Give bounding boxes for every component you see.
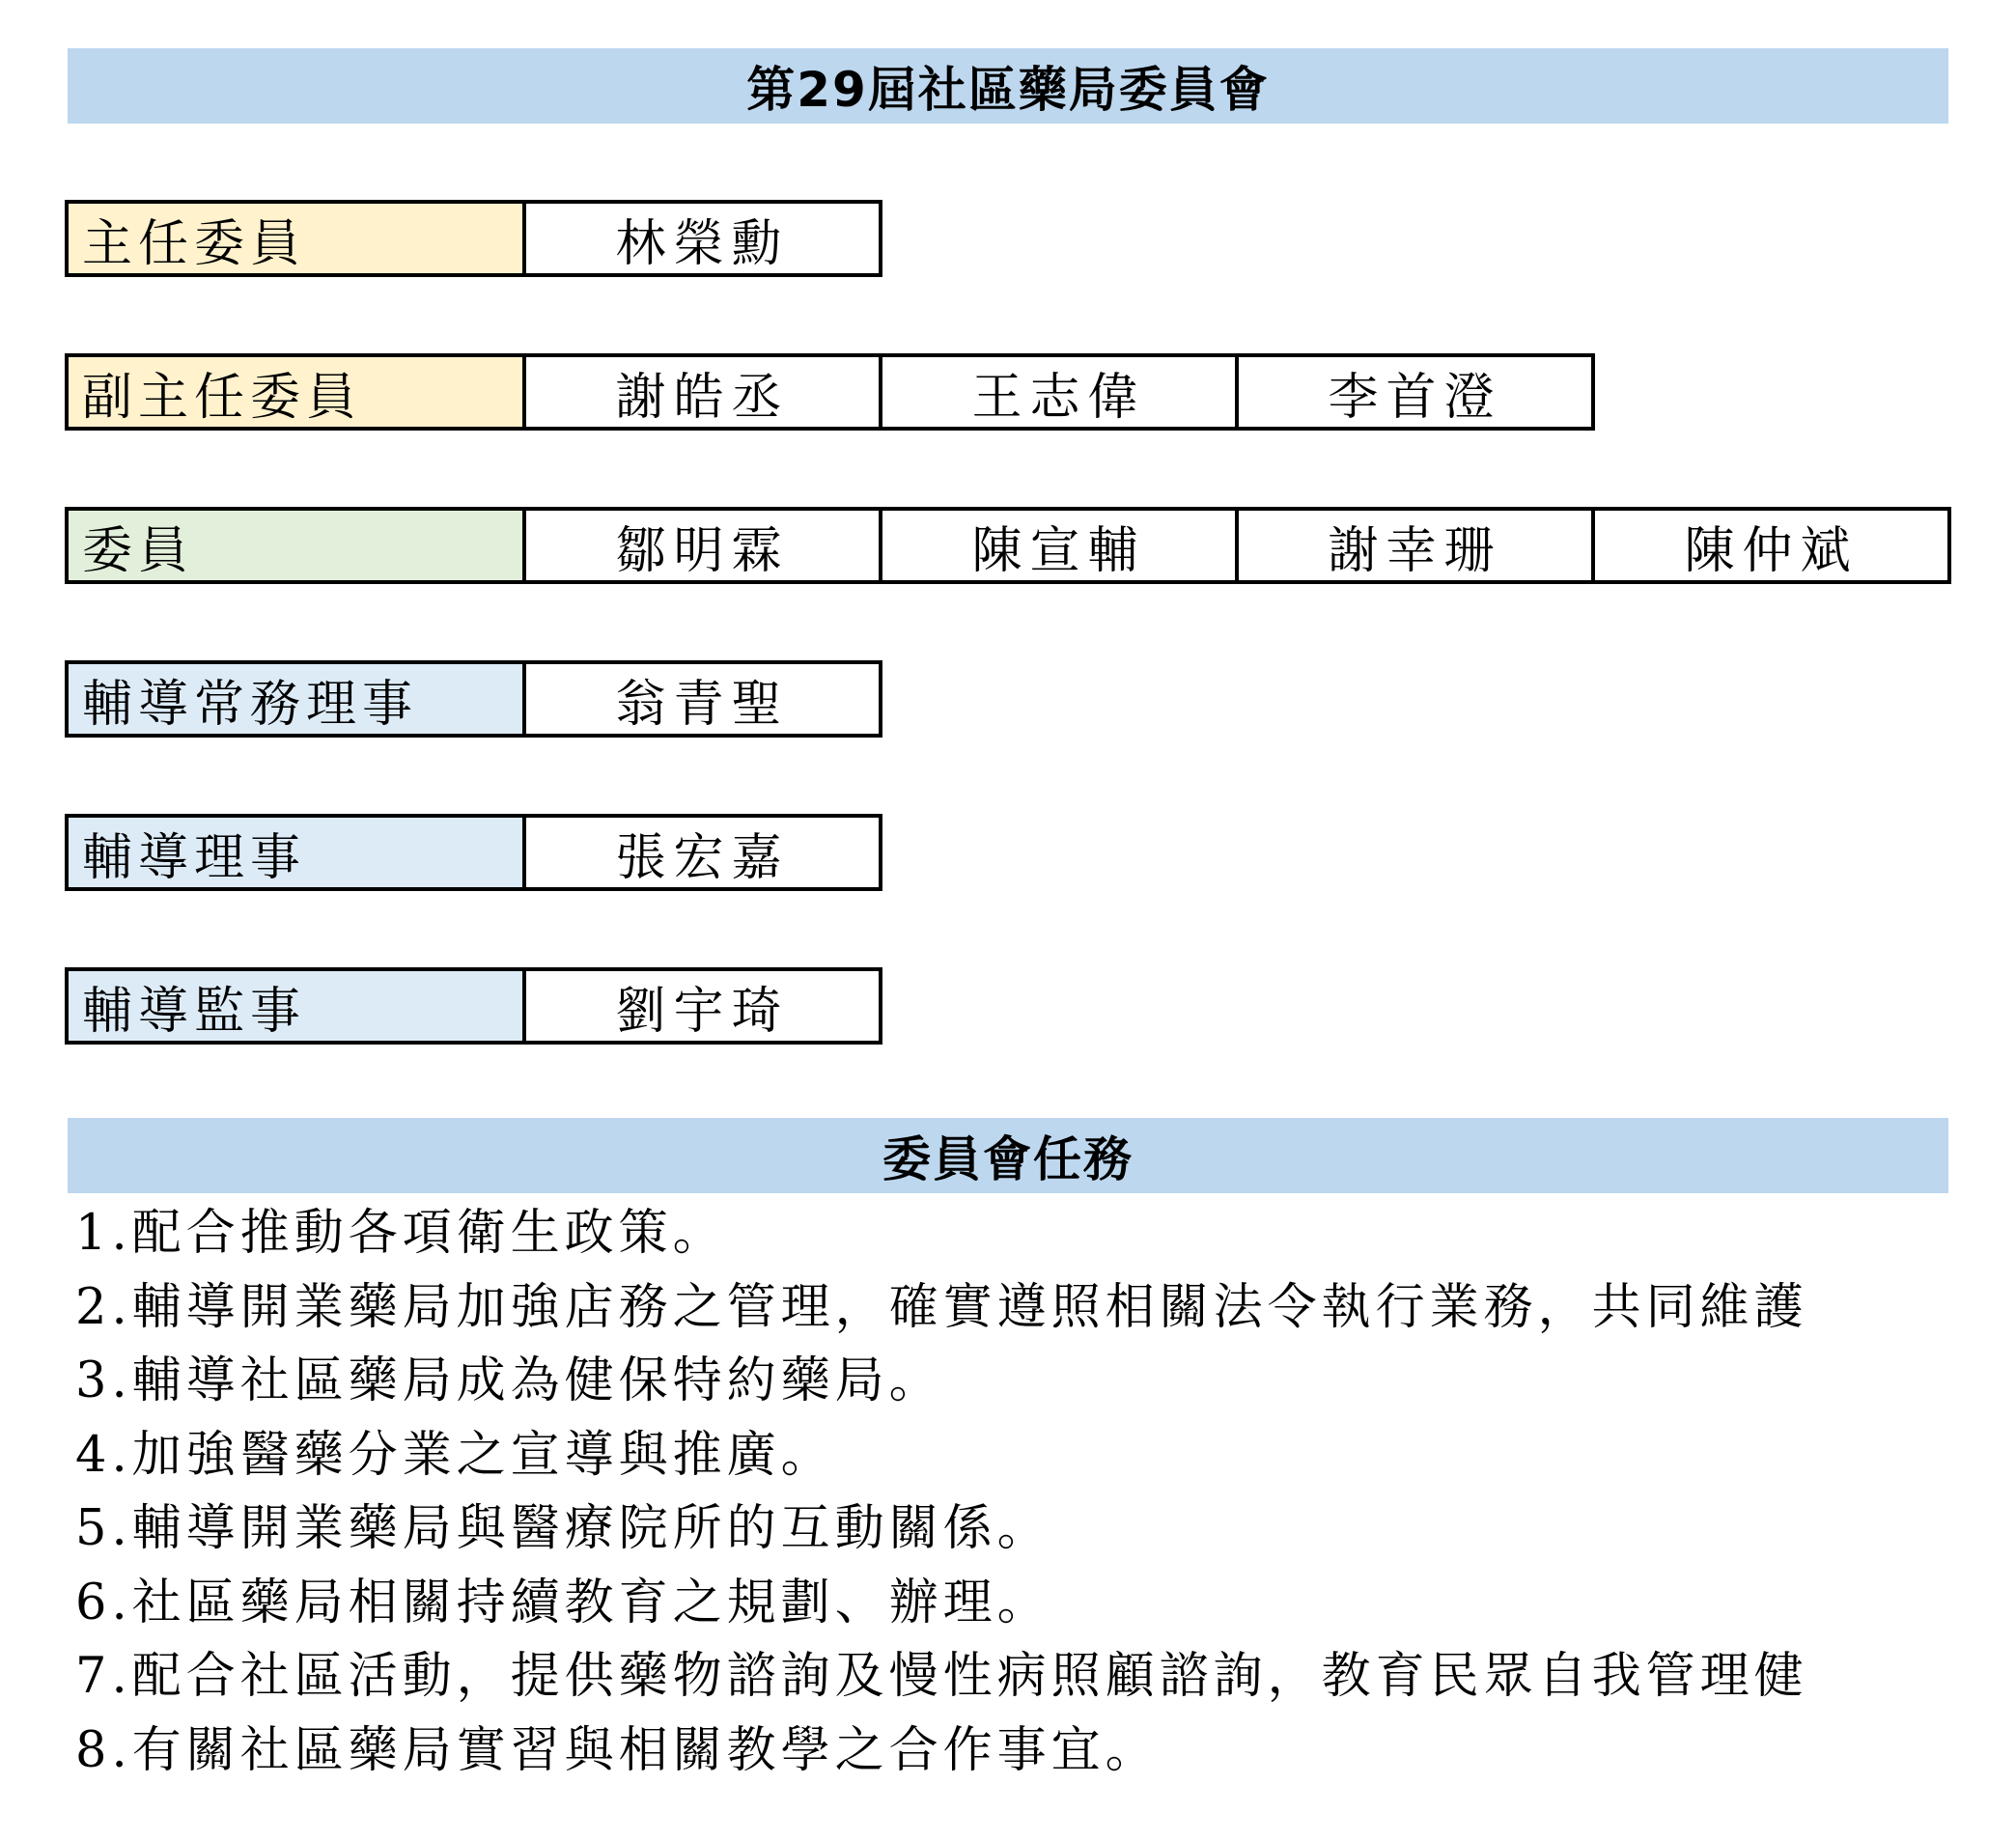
member-name: 張宏嘉 [522,814,882,891]
member-name: 劉宇琦 [522,967,882,1045]
role-label-advisory-supervisor: 輔導監事 [65,967,526,1045]
duty-item: 8.有關社區藥局實習與相關教學之合作事宜。 [75,1721,1160,1779]
member-row-chair [65,200,882,277]
member-name: 李首澄 [1235,353,1595,431]
duty-item: 4.加強醫藥分業之宣導與推廣。 [75,1426,835,1484]
member-row-advisory-director [65,814,882,891]
duty-item: 5.輔導開業藥局與醫療院所的互動關係。 [75,1500,1051,1557]
member-row-members [65,507,1951,584]
member-name: 鄒明霖 [522,507,882,584]
member-row-advisory-supervisor [65,967,882,1045]
duty-list [75,1197,1948,1788]
duty-item: 7.配合社區活動，提供藥物諮詢及慢性病照顧諮詢，教育民眾自我管理健 [75,1648,1808,1705]
role-label-chair: 主任委員 [65,200,526,277]
duties-title: 委員會任務 [68,1118,1948,1193]
member-name: 陳仲斌 [1591,507,1951,584]
committee-title: 第29屆社區藥局委員會 [68,48,1948,124]
member-name: 謝幸珊 [1235,507,1595,584]
member-row-advisory-executive-director [65,660,882,738]
duty-item: 2.輔導開業藥局加強店務之管理，確實遵照相關法令執行業務，共同維護 [75,1278,1808,1336]
member-row-vice-chair [65,353,1595,431]
role-label-members: 委員 [65,507,526,584]
member-name: 陳宣輔 [879,507,1239,584]
member-name: 王志偉 [879,353,1239,431]
role-label-advisory-executive-director: 輔導常務理事 [65,660,526,738]
duty-item: 3.輔導社區藥局成為健保特約藥局。 [75,1352,943,1409]
duty-item: 6.社區藥局相關持續教育之規劃、辦理。 [75,1574,1051,1631]
member-name: 林榮勳 [522,200,882,277]
member-name: 謝皓丞 [522,353,882,431]
role-label-advisory-director: 輔導理事 [65,814,526,891]
role-label-vice-chair: 副主任委員 [65,353,526,431]
duty-item: 1.配合推動各項衛生政策。 [75,1205,727,1262]
member-name: 翁青聖 [522,660,882,738]
